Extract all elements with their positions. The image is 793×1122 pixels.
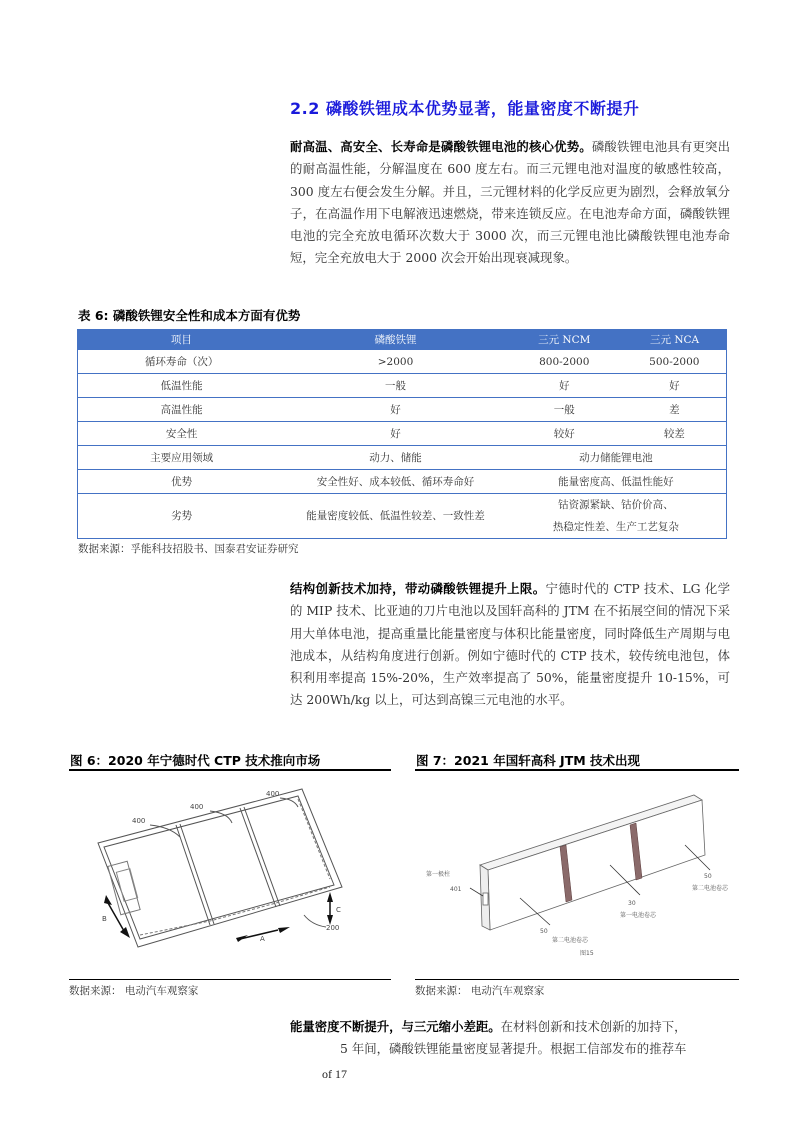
paragraph-structural-innovation: [290, 578, 730, 712]
label-core2-left-num: 50: [540, 928, 548, 935]
label-400-c: 400: [266, 790, 280, 798]
cell-nca: 差: [623, 398, 727, 422]
label-core1-num: 30: [628, 900, 636, 907]
figure6-ctp-pack-drawing: [80, 775, 380, 975]
comparison-table: [77, 329, 727, 539]
table-row: [78, 494, 727, 539]
cell-ncm: 好: [506, 374, 623, 398]
page-footer: of 17: [322, 1067, 347, 1081]
label-b: B: [102, 915, 107, 923]
header-item: 项目: [78, 329, 286, 350]
header-lfp: 磷酸铁锂: [285, 329, 506, 350]
paragraph-energy-density: [290, 1016, 730, 1061]
header-nca: 三元 NCA: [623, 329, 727, 350]
row-label: 主要应用领域: [78, 446, 286, 470]
row-label: 循环寿命（次）: [78, 350, 286, 374]
label-fig15: 图15: [580, 950, 594, 957]
label-core2-left: 第二电池卷芯: [552, 937, 589, 944]
cell-ternary: [506, 494, 727, 539]
header-ncm: 三元 NCM: [506, 329, 623, 350]
row-label: 低温性能: [78, 374, 286, 398]
cell-ternary-line2: 热稳定性差、生产工艺复杂: [552, 521, 679, 533]
cell-lfp: 动力、储能: [285, 446, 506, 470]
cell-lfp: 一般: [285, 374, 506, 398]
figure7-bottom-rule: [415, 979, 739, 980]
figure7-top-rule: [415, 769, 739, 771]
table-row: [78, 350, 727, 374]
label-a: A: [260, 935, 265, 943]
label-pole: 第一极柱: [426, 871, 451, 878]
figure6-bottom-rule: [69, 979, 391, 980]
row-label: 优势: [78, 470, 286, 494]
table-row: [78, 374, 727, 398]
table-row: [78, 398, 727, 422]
label-core2-right-num: 50: [704, 873, 712, 880]
paragraph-lead: 结构创新技术加持，带动磷酸铁锂提升上限。: [290, 581, 546, 596]
cell-lfp: 安全性好、成本较低、循环寿命好: [285, 470, 506, 494]
row-label: 安全性: [78, 422, 286, 446]
label-c: C: [336, 906, 341, 914]
label-200: 200: [326, 924, 340, 932]
paragraph-core-advantages: [290, 136, 730, 270]
cell-ternary-line1: 钴资源紧缺、钴价价高、: [558, 499, 674, 511]
row-label: 劣势: [78, 494, 286, 539]
cell-ternary: 动力储能锂电池: [506, 446, 727, 470]
row-label: 高温性能: [78, 398, 286, 422]
paragraph-lead: 能量密度不断提升，与三元缩小差距。: [290, 1019, 501, 1034]
label-400-a: 400: [132, 817, 146, 825]
table-row: [78, 422, 727, 446]
paragraph-body: 宁德时代的 CTP 技术、LG 化学的 MIP 技术、比亚迪的刀片电池以及国轩高科的 JTM 在不拓展空间的情况下采用大单体电池，提高重量比能量密度与体积比能量密度，同时降低生产周期与电池成本，从结构角度进行创新。例如宁德时代的 CTP 技术，较传统电池包，体积利用率提高 15%-20%，生产效率提高了 50%，能量密度提升 10-15%，可达 200Wh/kg 以上，可达到高镍三元电池的水平。: [290, 581, 730, 708]
figure6-source: 数据来源： 电动汽车观察家: [69, 985, 199, 997]
paragraph-body-line2: 5 年间，磷酸铁锂能量密度显著提升。根据工信部发布的推荐车: [340, 1041, 687, 1057]
cell-lfp: 好: [285, 398, 506, 422]
cell-lfp: 好: [285, 422, 506, 446]
cell-lfp: >2000: [285, 350, 506, 374]
figure6-title: 图 6：2020 年宁德时代 CTP 技术推向市场: [70, 753, 321, 768]
cell-nca: 好: [623, 374, 727, 398]
figure6-top-rule: [69, 769, 391, 771]
table-row: [78, 470, 727, 494]
figure7-source: 数据来源： 电动汽车观察家: [415, 985, 545, 997]
cell-ncm: 800-2000: [506, 350, 623, 374]
paragraph-body: 磷酸铁锂电池具有更突出的耐高温性能，分解温度在 600 度左右。而三元锂电池对温度的敏感性较高，300 度左右便会发生分解。并且，三元锂材料的化学反应更为剧烈，会释放氧分子，在高温作用下电解液迅速燃烧，带来连锁反应。在电池寿命方面，磷酸铁锂电池的完全充放电循环次数大于 3000 次，而三元锂电池比磷酸铁锂电池寿命短，完全充放电大于 2000 次会开始出现衰减现象。: [290, 139, 731, 266]
section-title: 2.2 磷酸铁锂成本优势显著，能量密度不断提升: [290, 99, 640, 118]
label-core1: 第一电池卷芯: [620, 912, 657, 919]
paragraph-body-line1: 在材料创新和技术创新的加持下，: [500, 1019, 687, 1034]
figure7-jtm-cell-drawing: [420, 780, 738, 975]
table-row: [78, 446, 727, 470]
table-source: 数据来源：孚能科技招股书、国泰君安证券研究: [78, 543, 299, 555]
cell-ncm: 一般: [506, 398, 623, 422]
label-400-b: 400: [190, 803, 204, 811]
cell-nca: 500-2000: [623, 350, 727, 374]
label-401: 401: [450, 886, 462, 893]
paragraph-lead: 耐高温、高安全、长寿命是磷酸铁锂电池的核心优势。: [290, 139, 592, 154]
figure7-title: 图 7：2021 年国轩高科 JTM 技术出现: [416, 753, 641, 768]
table-title: 表 6: 磷酸铁锂安全性和成本方面有优势: [78, 308, 301, 323]
label-core2-right: 第二电池卷芯: [692, 885, 729, 892]
cell-ncm: 较好: [506, 422, 623, 446]
table-header-row: [78, 329, 727, 350]
cell-nca: 较差: [623, 422, 727, 446]
cell-ternary: 能量密度高、低温性能好: [506, 470, 727, 494]
cell-lfp: 能量密度较低、低温性较差、一致性差: [285, 494, 506, 539]
